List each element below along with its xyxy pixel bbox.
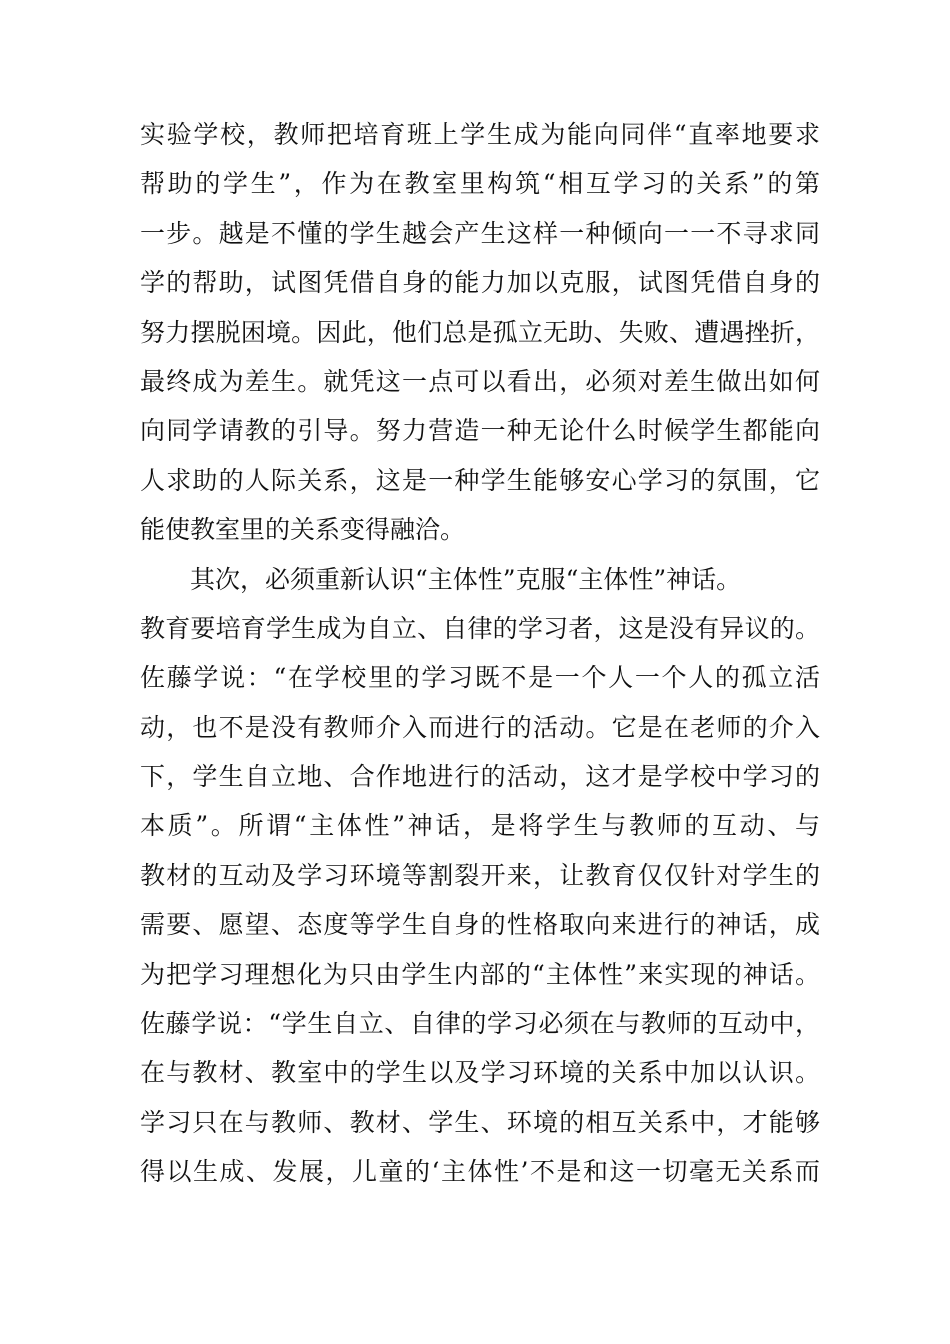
text-line: 一步。越是不懂的学生越会产生这样一种倾向一一不寻求同 xyxy=(140,218,820,248)
text-line: 下，学生自立地、合作地进行的活动，这才是学校中学习的 xyxy=(140,762,820,792)
text-line: 得以生成、发展，儿童的‘主体性’不是和这一切毫无关系而 xyxy=(140,1157,820,1187)
text-line: 帮助的学生”，作为在教室里构筑“相互学习的关系”的第 xyxy=(140,169,820,199)
text-line: 教育要培育学生成为自立、自律的学习者，这是没有异议的。 xyxy=(140,613,820,643)
text-line: 努力摆脱困境。因此，他们总是孤立无助、失败、遭遇挫折， xyxy=(140,317,820,347)
text-line: 学习只在与教师、教材、学生、环境的相互关系中，才能够 xyxy=(140,1107,820,1137)
text-line: 在与教材、教室中的学生以及学习环境的关系中加以认识。 xyxy=(140,1058,820,1088)
text-line: 本质”。所谓“主体性”神话，是将学生与教师的互动、与 xyxy=(140,811,820,841)
text-line: 为把学习理想化为只由学生内部的“主体性”来实现的神话。 xyxy=(140,959,820,989)
text-line: 佐藤学说：“在学校里的学习既不是一个人一个人的孤立活 xyxy=(140,663,820,693)
paragraph-start-line: 其次，必须重新认识“主体性”克服“主体性”神话。 xyxy=(190,564,742,594)
text-line: 人求助的人际关系，这是一种学生能够安心学习的氛围，它 xyxy=(140,465,820,495)
text-line: 学的帮助，试图凭借自身的能力加以克服，试图凭借自身的 xyxy=(140,268,820,298)
body-text xyxy=(140,110,820,1197)
text-line: 向同学请教的引导。努力营造一种无论什么时候学生都能向 xyxy=(140,416,820,446)
text-line: 能使教室里的关系变得融洽。 xyxy=(140,515,466,545)
text-line: 实验学校，教师把培育班上学生成为能向同伴“直率地要求 xyxy=(140,120,820,149)
text-line: 动，也不是没有教师介入而进行的活动。它是在老师的介入 xyxy=(140,712,820,742)
text-line: 佐藤学说：“学生自立、自律的学习必须在与教师的互动中， xyxy=(140,1009,820,1039)
text-line: 最终成为差生。就凭这一点可以看出，必须对差生做出如何 xyxy=(140,366,820,396)
text-line: 教材的互动及学习环境等割裂开来，让教育仅仅针对学生的 xyxy=(140,860,820,890)
text-line: 需要、愿望、态度等学生自身的性格取向来进行的神话，成 xyxy=(140,910,820,940)
